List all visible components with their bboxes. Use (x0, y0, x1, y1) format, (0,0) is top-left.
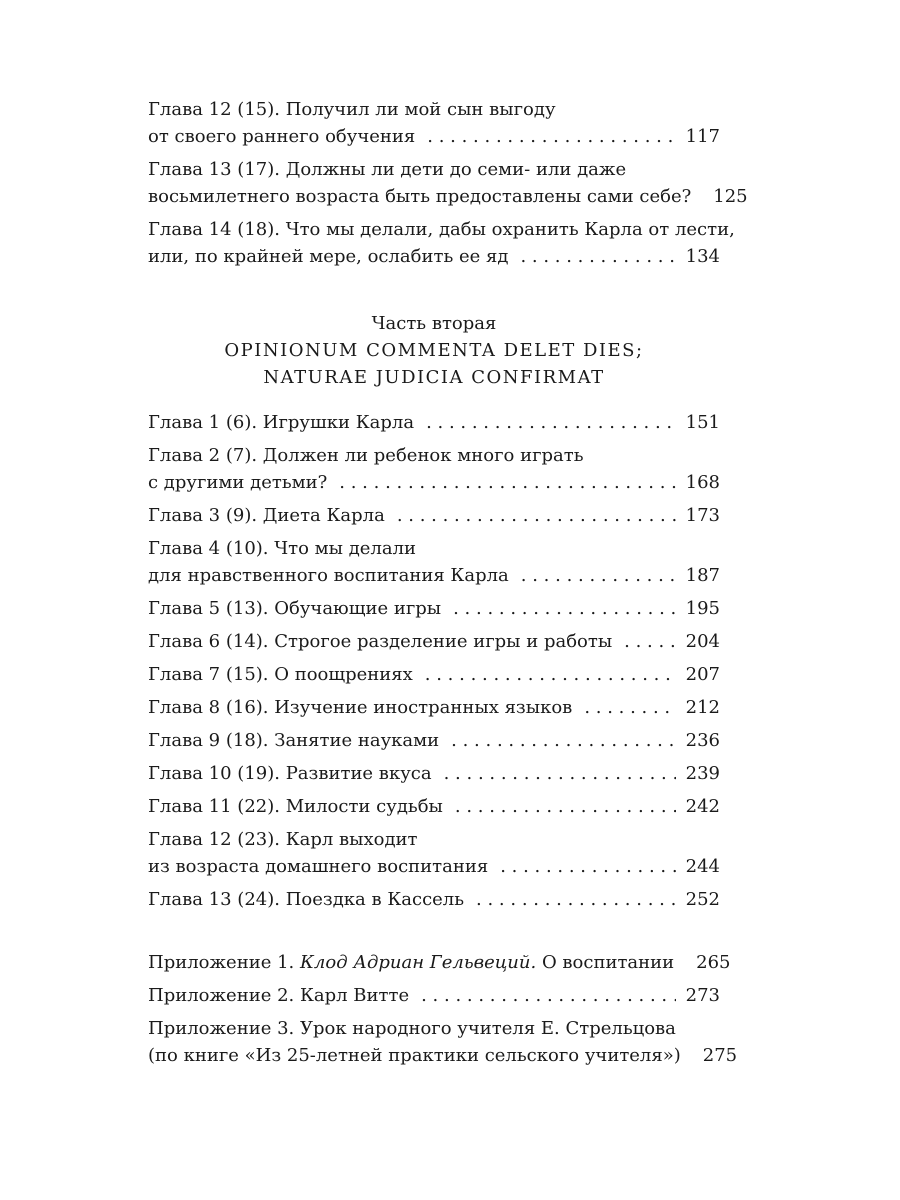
page-number: 168 (685, 472, 720, 493)
toc-entry (148, 502, 720, 529)
part-motto-line-2: NATURAE JUDICIA CONFIRMAT (263, 367, 605, 388)
part2-entry-list (148, 409, 720, 913)
leader-dots (397, 502, 676, 529)
appendix-author: Клод Адриан Гельвеций. (299, 952, 537, 973)
entry-title: с другими детьми? (148, 472, 328, 493)
entry-line: Глава 12 (15). Получил ли мой сын выгоду (148, 99, 556, 120)
part-title: Часть вторая (371, 313, 497, 334)
entry-title: Глава 11 (22). Милости судьбы (148, 796, 443, 817)
toc-entry (148, 760, 720, 787)
entry-title: Приложение 2. Карл Витте (148, 985, 410, 1006)
entry-title: Глава 10 (19). Развитие вкуса (148, 763, 432, 784)
page-number: 252 (685, 889, 720, 910)
entry-title: или, по крайней мере, ослабить ее яд (148, 246, 509, 267)
leader-dots (339, 469, 675, 496)
toc-entry (148, 156, 748, 210)
leader-dots (427, 123, 675, 150)
toc-entry (148, 96, 720, 150)
toc-entry (148, 595, 720, 622)
page-number: 195 (685, 598, 720, 619)
page-number: 151 (685, 412, 720, 433)
page-number: 212 (685, 697, 720, 718)
leader-dots (444, 760, 676, 787)
entry-title: восьмилетнего возраста быть предоставлены сами себе? (148, 186, 692, 207)
entry-title: Глава 9 (18). Занятие науками (148, 730, 440, 751)
page-number: 187 (685, 565, 720, 586)
leader-dots (426, 409, 676, 436)
page-number: 207 (685, 664, 720, 685)
page-number: 117 (685, 126, 720, 147)
page-number: 236 (685, 730, 720, 751)
page-number: 242 (685, 796, 720, 817)
leader-dots (455, 793, 676, 820)
entry-line: Глава 13 (17). Должны ли дети до семи- или даже (148, 159, 627, 180)
page-number: 244 (685, 856, 720, 877)
toc-entry (148, 793, 720, 820)
leader-dots (476, 886, 676, 913)
toc-entry (148, 826, 720, 880)
page-number: 173 (685, 505, 720, 526)
leader-dots (451, 727, 675, 754)
entry-line: Глава 14 (18). Что мы делали, дабы охранить Карла от лести, (148, 219, 735, 240)
appendix-prefix: Приложение 1. (148, 952, 300, 973)
toc-entry (148, 409, 720, 436)
toc-entry (148, 216, 735, 270)
page-number: 273 (685, 985, 720, 1006)
leader-dots (421, 982, 676, 1009)
toc-entry (148, 535, 720, 589)
part-heading (148, 310, 720, 391)
toc-entry-appendix-2 (148, 982, 720, 1009)
toc-entry (148, 661, 720, 688)
toc-entry (148, 886, 720, 913)
entry-title: для нравственного воспитания Карла (148, 565, 509, 586)
leader-dots (500, 853, 675, 880)
entry-line: Глава 4 (10). Что мы делали (148, 538, 417, 559)
entry-title: Глава 6 (14). Строгое разделение игры и работы (148, 631, 613, 652)
leader-dots (584, 694, 675, 721)
toc-entry (148, 694, 720, 721)
leader-dots (521, 562, 676, 589)
page-number: 275 (702, 1045, 738, 1066)
toc-entry (148, 727, 720, 754)
entry-title: Глава 1 (6). Игрушки Карла (148, 412, 415, 433)
entry-title: Глава 5 (13). Обучающие игры (148, 598, 442, 619)
part1-tail-list (148, 96, 748, 270)
page-number: 204 (685, 631, 720, 652)
table-of-contents (148, 96, 748, 1075)
part-motto-line-1: OPINIONUM COMMENTA DELET DIES; (224, 340, 644, 361)
leader-dots (520, 243, 675, 270)
entry-line: Глава 2 (7). Должен ли ребенок много играть (148, 445, 584, 466)
appendices-list (148, 949, 738, 1069)
entry-title: из возраста домашнего воспитания (148, 856, 489, 877)
leader-dots (425, 661, 676, 688)
toc-entry (148, 442, 720, 496)
leader-dots (453, 595, 676, 622)
page-number: 239 (685, 763, 720, 784)
page-number: 125 (713, 186, 748, 207)
entry-title: от своего раннего обучения (148, 126, 416, 147)
entry-title: Глава 13 (24). Поездка в Кассель (148, 889, 465, 910)
entry-title: Глава 7 (15). О поощрениях (148, 664, 413, 685)
entry-title: Глава 8 (16). Изучение иностранных языков (148, 697, 573, 718)
toc-entry-appendix-1 (148, 949, 731, 976)
entry-line: Приложение 3. Урок народного учителя Е. Стрельцова (148, 1018, 676, 1039)
page-number: 134 (685, 246, 720, 267)
toc-entry-appendix-3 (148, 1015, 738, 1069)
entry-title: Глава 3 (9). Диета Карла (148, 505, 385, 526)
page-number: 265 (696, 952, 731, 973)
entry-line: Глава 12 (23). Карл выходит (148, 829, 418, 850)
leader-dots (624, 628, 675, 655)
toc-entry (148, 628, 720, 655)
entry-title: (по книге «Из 25-летней практики сельского учителя») (148, 1045, 681, 1066)
appendix-title: О воспитании (536, 952, 675, 973)
